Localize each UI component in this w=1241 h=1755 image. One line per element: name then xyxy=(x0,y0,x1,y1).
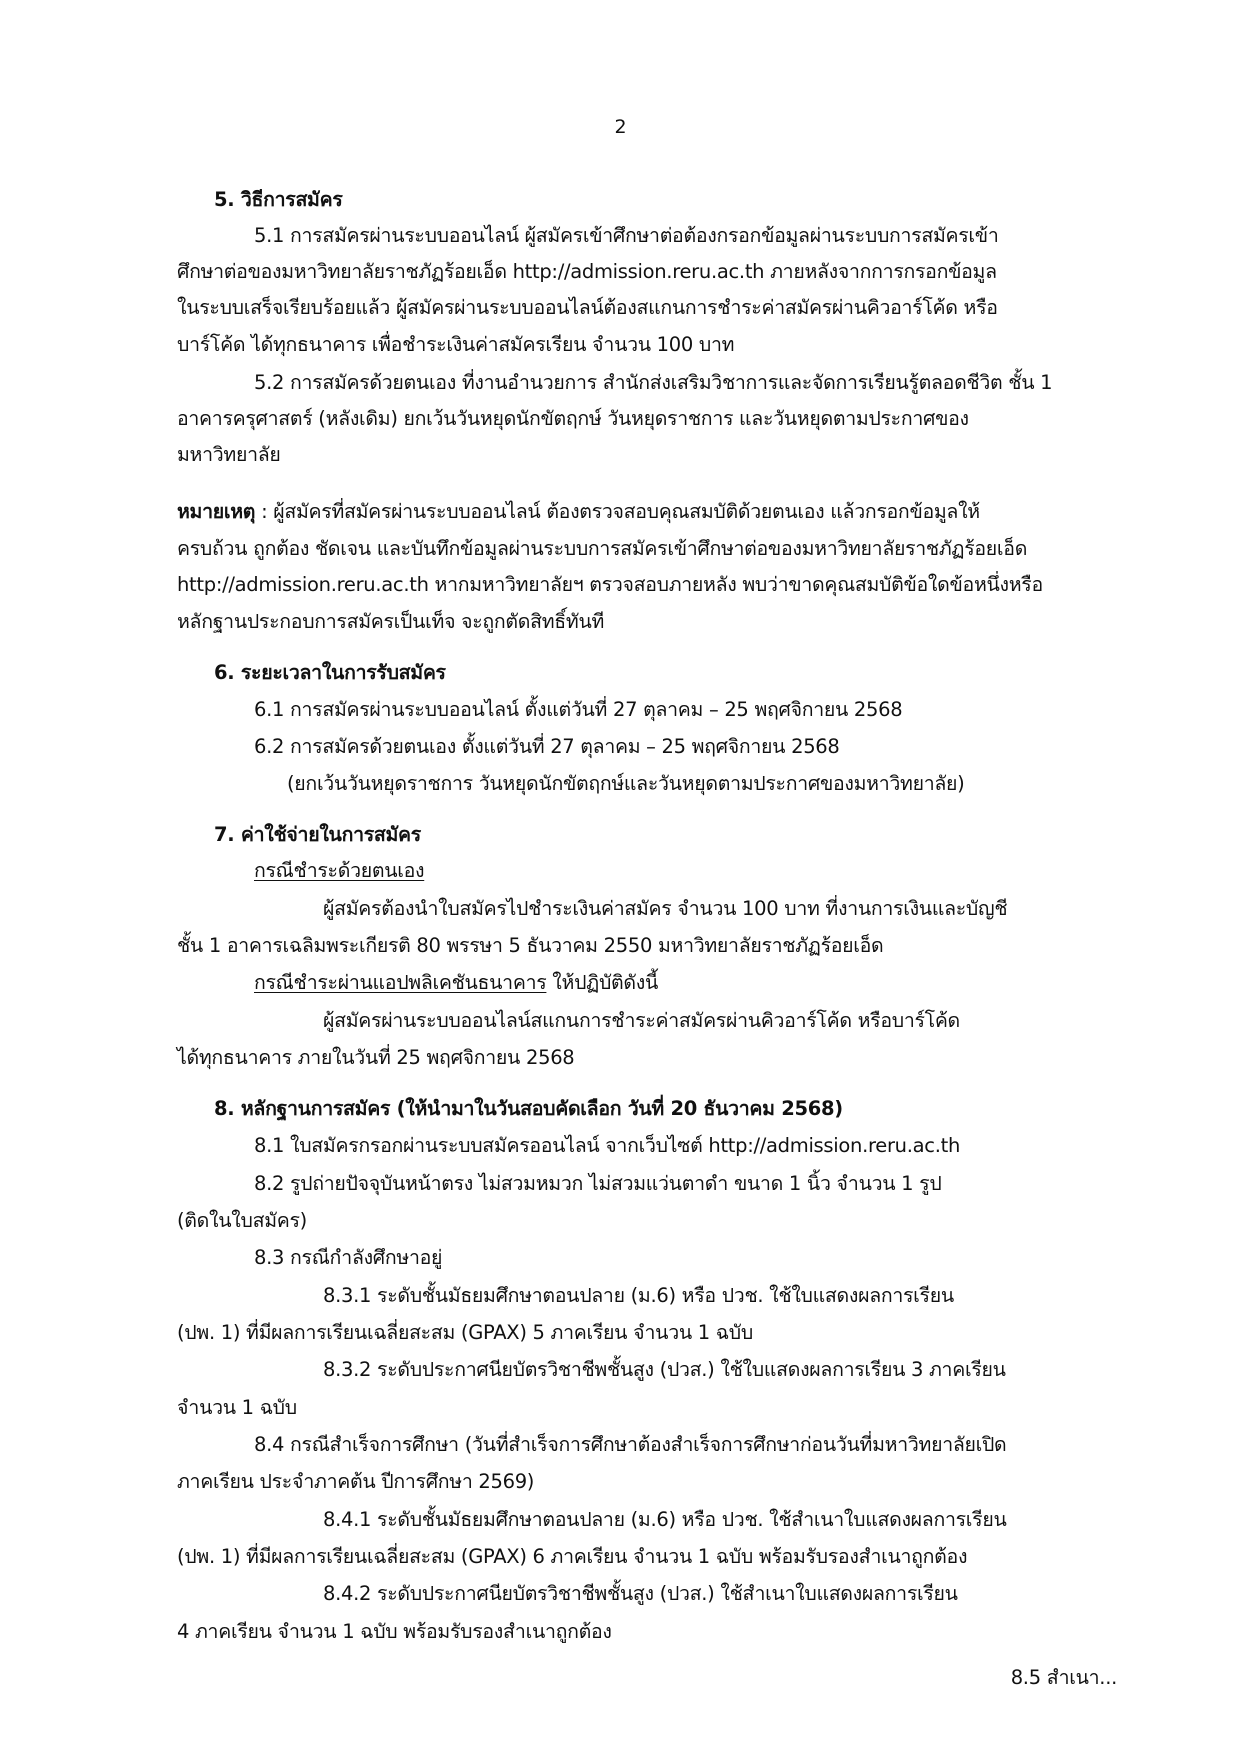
continuation-note: 8.5 สำเนา... xyxy=(1010,1666,1117,1689)
section7-case2-line xyxy=(254,971,658,995)
section6-item1: 6.1 การสมัครผ่านระบบออนไลน์ ตั้งแต่วันที่ 27 ตุลาคม – 25 พฤศจิกายน 2568 xyxy=(254,698,903,721)
note-line4: หลักฐานประกอบการสมัครเป็นเท็จ จะถูกตัดสิทธิ์ทันที xyxy=(177,610,605,633)
section8-item84-line1: 8.4 กรณีสำเร็จการศึกษา (วันที่สำเร็จการศึกษาต้องสำเร็จการศึกษาก่อนวันที่มหาวิทยาลัยเปิด xyxy=(254,1433,1007,1456)
section7-case2-line1: ผู้สมัครผ่านระบบออนไลน์สแกนการชำระค่าสมัครผ่านคิวอาร์โค้ด หรือบาร์โค้ด xyxy=(323,1009,960,1032)
section8-item842-line2: 4 ภาคเรียน จำนวน 1 ฉบับ พร้อมรับรองสำเนาถูกต้อง xyxy=(177,1620,612,1643)
section8-item81: 8.1 ใบสมัครกรอกผ่านระบบสมัครออนไลน์ จากเว็บไซต์ http://admission.reru.ac.th xyxy=(254,1134,961,1157)
section8-item82-line1: 8.2 รูปถ่ายปัจจุบันหน้าตรง ไม่สวมหมวก ไม่สวมแว่นตาดำ ขนาด 1 นิ้ว จำนวน 1 รูป xyxy=(254,1172,942,1195)
section8-item831-line1: 8.3.1 ระดับชั้นมัธยมศึกษาตอนปลาย (ม.6) หรือ ปวช. ใช้ใบแสดงผลการเรียน xyxy=(323,1284,954,1307)
section6-heading: 6. ระยะเวลาในการรับสมัคร xyxy=(214,661,446,684)
section8-item832-line2: จำนวน 1 ฉบับ xyxy=(177,1396,297,1419)
section8-item831-line2: (ปพ. 1) ที่มีผลการเรียนเฉลี่ยสะสม (GPAX) 5 ภาคเรียน จำนวน 1 ฉบับ xyxy=(177,1321,753,1344)
section8-item841-line1: 8.4.1 ระดับชั้นมัธยมศึกษาตอนปลาย (ม.6) หรือ ปวช. ใช้สำเนาใบแสดงผลการเรียน xyxy=(323,1508,1007,1531)
section7-case1-title: กรณีชำระด้วยตนเอง xyxy=(254,859,425,882)
section7-heading: 7. ค่าใช้จ่ายในการสมัคร xyxy=(214,823,421,846)
section8-heading: 8. หลักฐานการสมัคร (ให้นำมาในวันสอบคัดเลือก วันที่ 20 ธันวาคม 2568) xyxy=(214,1097,843,1120)
section5-p1-line2: ศึกษาต่อของมหาวิทยาลัยราชภัฏร้อยเอ็ด http://admission.reru.ac.th ภายหลังจากการกรอกข้อมูล xyxy=(177,260,997,283)
section5-p2-line1: 5.2 การสมัครด้วยตนเอง ที่งานอำนวยการ สำนักส่งเสริมวิชาการและจัดการเรียนรู้ตลอดชีวิต ชั้น 1 xyxy=(254,371,1053,394)
section8-item84-line2: ภาคเรียน ประจำภาคต้น ปีการศึกษา 2569) xyxy=(177,1470,535,1493)
page-number: 2 xyxy=(614,116,627,138)
section8-item841-line2: (ปพ. 1) ที่มีผลการเรียนเฉลี่ยสะสม (GPAX) 6 ภาคเรียน จำนวน 1 ฉบับ พร้อมรับรองสำเนาถูกต้อง xyxy=(177,1545,968,1568)
section5-p2-line3: มหาวิทยาลัย xyxy=(177,443,281,466)
section5-p1-line4: บาร์โค้ด ได้ทุกธนาคาร เพื่อชำระเงินค่าสมัครเรียน จำนวน 100 บาท xyxy=(177,333,735,356)
section7-case2-suffix: ให้ปฏิบัติดังนี้ xyxy=(546,971,659,994)
section7-case2-line2: ได้ทุกธนาคาร ภายในวันที่ 25 พฤศจิกายน 2568 xyxy=(177,1046,575,1069)
section5-p1-line3: ในระบบเสร็จเรียบร้อยแล้ว ผู้สมัครผ่านระบบออนไลน์ต้องสแกนการชำระค่าสมัครผ่านคิวอาร์โค้ด หรือ xyxy=(177,296,998,319)
section5-p2-line2: อาคารครุศาสตร์ (หลังเดิม) ยกเว้นวันหยุดนักขัตฤกษ์ วันหยุดราชการ และวันหยุดตามประกาศของ xyxy=(177,407,969,430)
section7-case1-line1: ผู้สมัครต้องนำใบสมัครไปชำระเงินค่าสมัคร จำนวน 100 บาท ที่งานการเงินและบัญชี xyxy=(323,897,1008,920)
section8-item83: 8.3 กรณีกำลังศึกษาอยู่ xyxy=(254,1246,443,1269)
section8-item832-line1: 8.3.2 ระดับประกาศนียบัตรวิชาชีพชั้นสูง (ปวส.) ใช้ใบแสดงผลการเรียน 3 ภาคเรียน xyxy=(323,1358,1006,1381)
section5-p1-line1: 5.1 การสมัครผ่านระบบออนไลน์ ผู้สมัครเข้าศึกษาต่อต้องกรอกข้อมูลผ่านระบบการสมัครเข้า xyxy=(254,224,999,247)
note-line1 xyxy=(177,500,980,524)
section6-item2: 6.2 การสมัครด้วยตนเอง ตั้งแต่วันที่ 27 ตุลาคม – 25 พฤศจิกายน 2568 xyxy=(254,735,840,758)
note-text-line1: : ผู้สมัครที่สมัครผ่านระบบออนไลน์ ต้องตรวจสอบคุณสมบัติด้วยตนเอง แล้วกรอกข้อมูลให้ xyxy=(255,500,980,523)
note-line3: http://admission.reru.ac.th หากมหาวิทยาลัยฯ ตรวจสอบภายหลัง พบว่าขาดคุณสมบัติข้อใดข้อหนึ่งหรือ xyxy=(177,573,1043,596)
section8-item82-line2: (ติดในใบสมัคร) xyxy=(177,1209,307,1232)
note-label: หมายเหตุ xyxy=(177,500,256,523)
section6-item3: (ยกเว้นวันหยุดราชการ วันหยุดนักขัตฤกษ์และวันหยุดตามประกาศของมหาวิทยาลัย) xyxy=(287,772,965,795)
note-line2: ครบถ้วน ถูกต้อง ชัดเจน และบันทึกข้อมูลผ่านระบบการสมัครเข้าศึกษาต่อของมหาวิทยาลัยราชภัฏร้อยเอ็ด xyxy=(177,537,1028,560)
section7-case2-title: กรณีชำระผ่านแอปพลิเคชันธนาคาร xyxy=(254,971,547,994)
section7-case1-line2: ชั้น 1 อาคารเฉลิมพระเกียรติ 80 พรรษา 5 ธันวาคม 2550 มหาวิทยาลัยราชภัฏร้อยเอ็ด xyxy=(177,934,884,957)
section8-item842-line1: 8.4.2 ระดับประกาศนียบัตรวิชาชีพชั้นสูง (ปวส.) ใช้สำเนาใบแสดงผลการเรียน xyxy=(323,1582,958,1605)
section5-heading: 5. วิธีการสมัคร xyxy=(214,188,343,211)
